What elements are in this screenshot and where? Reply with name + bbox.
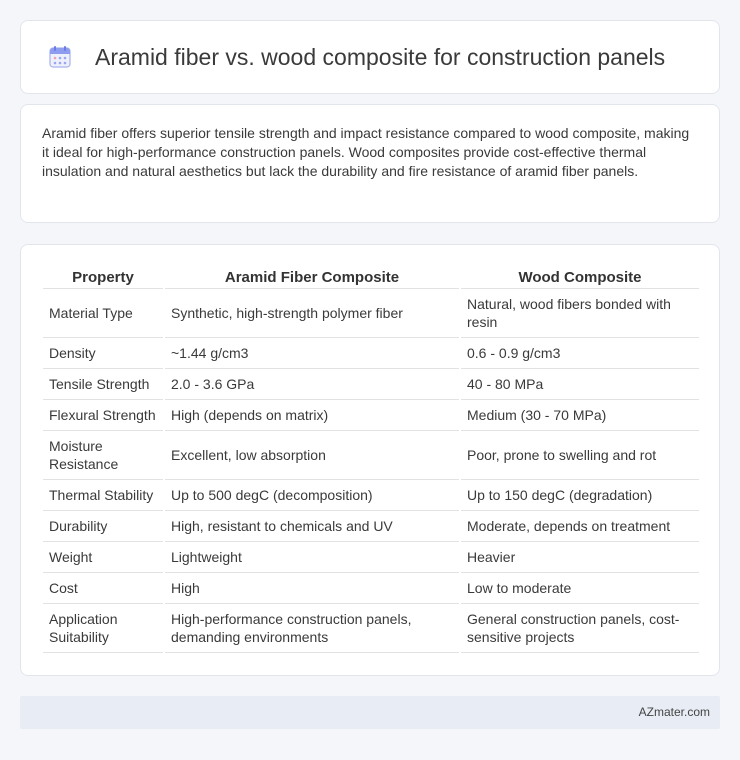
column-header-property: Property (43, 263, 163, 289)
aramid-cell: Lightweight (165, 542, 459, 573)
footer-credit: AZmater.com (638, 705, 710, 719)
property-cell: Cost (43, 573, 163, 604)
wood-cell: Poor, prone to swelling and rot (461, 431, 699, 480)
table-row (43, 542, 699, 573)
property-cell: Weight (43, 542, 163, 573)
wood-cell: Low to moderate (461, 573, 699, 604)
column-header-wood: Wood Composite (461, 263, 699, 289)
property-cell: Flexural Strength (43, 400, 163, 431)
table-row (43, 480, 699, 511)
comparison-table (41, 263, 701, 653)
wood-cell: 0.6 - 0.9 g/cm3 (461, 338, 699, 369)
comparison-table-card (20, 244, 720, 676)
table-row (43, 289, 699, 338)
aramid-cell: High-performance construction panels, demanding environments (165, 604, 459, 653)
table-row (43, 573, 699, 604)
aramid-cell: High (165, 573, 459, 604)
table-row (43, 604, 699, 653)
table-row (43, 431, 699, 480)
aramid-cell: High (depends on matrix) (165, 400, 459, 431)
calendar-icon (47, 44, 73, 70)
aramid-cell: Up to 500 degC (decomposition) (165, 480, 459, 511)
property-cell: Application Suitability (43, 604, 163, 653)
property-cell: Tensile Strength (43, 369, 163, 400)
wood-cell: 40 - 80 MPa (461, 369, 699, 400)
wood-cell: Medium (30 - 70 MPa) (461, 400, 699, 431)
table-row (43, 369, 699, 400)
table-header-row (43, 263, 699, 289)
footer-bar (20, 696, 720, 729)
header-card (20, 20, 720, 94)
wood-cell: General construction panels, cost-sensitive projects (461, 604, 699, 653)
aramid-cell: High, resistant to chemicals and UV (165, 511, 459, 542)
column-header-aramid: Aramid Fiber Composite (165, 263, 459, 289)
summary-text: Aramid fiber offers superior tensile strength and impact resistance compared to wood composite, making it ideal for high-performance construction panels. Wood composites provide cost-effective thermal insulation and natural aesthetics but lack the durability and fire resistance of aramid fiber panels. (42, 125, 690, 179)
property-cell: Material Type (43, 289, 163, 338)
wood-cell: Heavier (461, 542, 699, 573)
wood-cell: Natural, wood fibers bonded with resin (461, 289, 699, 338)
property-cell: Durability (43, 511, 163, 542)
wood-cell: Up to 150 degC (degradation) (461, 480, 699, 511)
property-cell: Density (43, 338, 163, 369)
aramid-cell: Excellent, low absorption (165, 431, 459, 480)
property-cell: Moisture Resistance (43, 431, 163, 480)
page-title: Aramid fiber vs. wood composite for construction panels (95, 43, 666, 70)
table-row (43, 338, 699, 369)
table-row (43, 400, 699, 431)
wood-cell: Moderate, depends on treatment (461, 511, 699, 542)
property-cell: Thermal Stability (43, 480, 163, 511)
aramid-cell: 2.0 - 3.6 GPa (165, 369, 459, 400)
aramid-cell: ~1.44 g/cm3 (165, 338, 459, 369)
table-row (43, 511, 699, 542)
aramid-cell: Synthetic, high-strength polymer fiber (165, 289, 459, 338)
summary-card (20, 104, 720, 223)
